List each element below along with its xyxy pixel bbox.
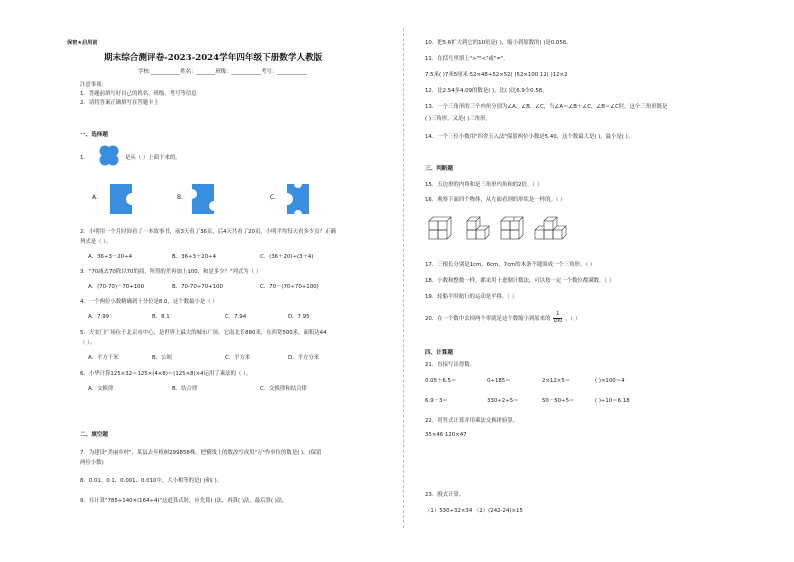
q16-line: 16．观察下面四个物体，从左面看到的形状是一样的。（ ） — [425, 197, 566, 203]
section-judge-title: 三、判断题 — [425, 166, 453, 172]
q6-option-b: B．结合律 — [172, 386, 198, 392]
q22-items: 35×46 120×47 — [425, 432, 467, 438]
q23-line: 23．脱式计算。 — [425, 492, 465, 498]
q5-option-b: B．公顷 — [152, 355, 172, 361]
calc-row-1-col-4: ( )×100＝4 — [595, 378, 625, 384]
q6-option-a: A．交换律 — [88, 386, 114, 392]
section-calc-title: 四、计算题 — [425, 350, 453, 356]
q1-option-c-shape-icon — [287, 184, 309, 214]
notice-title: 注意事项： — [80, 82, 107, 88]
flower-shape-icon — [97, 144, 121, 168]
exam-title: 期末综合测评卷-2023-2024学年四年级下册数学人教版 — [104, 53, 323, 63]
q6-line-1: 6．小华计算125×32＝125×(4×8)＝(125×8)×4运用了乘法的（ ）。 — [80, 371, 252, 377]
q7-line-1: 7．为建设"美丽乡村"，某县去年植树299858株。把横线上的数改写成用"万"作单位的数是( )。(保留 — [80, 450, 322, 456]
q1-option-c: C． — [270, 194, 281, 201]
q4-line-1: 4．一个两位小数精确到十分位是8.0，这个数最小是（ ） — [80, 299, 218, 305]
calc-row-2-col-4: ( )÷10＝6.18 — [595, 398, 630, 404]
q20-text-b: 。（ ） — [565, 315, 581, 322]
q8-line-1: 8．0.01、0.1、0.001、0.010中，大小相等的是( )和( )。 — [80, 478, 223, 484]
q15-line: 15．五边形的内角和是三角形内角和的2倍。（ ） — [425, 182, 543, 188]
q1-option-a-shape-icon — [110, 184, 132, 214]
q22-line: 22．用竖式计算并用乘法交换律验算。 — [425, 418, 519, 424]
q18-line: 18．小数和整数一样，都采用十进制计数法，可以按一定一个数位都满数。（ ） — [425, 278, 615, 284]
q4-option-b: B．8.1 — [152, 314, 170, 320]
section-choice-title: 一、选择题 — [80, 132, 108, 138]
q5-line-2: （ ）。 — [80, 340, 96, 346]
calc-row-2-col-1: 6.9－3＝ — [425, 398, 448, 404]
q11-items: 7.5米( )7米5厘米 52×48+52×52( )52×100 12( )12×2 — [425, 72, 568, 78]
q5-option-c: C．平方米 — [225, 355, 251, 361]
q1-text: 是从（ ）上面下来的。 — [125, 155, 181, 161]
q2-line-2: 列式是（ ）。 — [80, 239, 112, 245]
q21-line: 21．直接写出得数。 — [425, 362, 475, 368]
calc-row-2-col-2: 330÷2÷5＝ — [487, 398, 519, 404]
q20-numerator: 1 — [553, 312, 562, 319]
q1-option-b-shape-icon — [192, 184, 214, 214]
secret-label: 保密★启用前 — [67, 40, 98, 46]
q9-line-1: 9．在计算"785+140×(164÷4)"这道算式时，应先算( )法，再算( )法，最后算( )法。 — [80, 498, 288, 504]
q1-number: 1． — [80, 155, 89, 161]
q20-text-a: 20．在一个数中去掉两个零就是这个数缩小到原来的 — [425, 315, 551, 322]
q4-option-d: D．7.95 — [288, 314, 310, 320]
calc-row-1-col-3: 2×12×5＝ — [542, 378, 571, 384]
calc-row-1-col-1: 0.05＋6.5＝ — [425, 378, 457, 384]
q7-line-2: 两位小数) — [80, 460, 104, 466]
q20-fraction — [553, 312, 562, 325]
q20-denominator: 100 — [553, 318, 563, 324]
q5-option-a: A．平方千米 — [88, 355, 119, 361]
q13-line-1: 13．一个三角形的三个内角分别为∠A、∠B、∠C，当∠A＝∠B＋∠C，∠B＝∠C时，这个三角形既是 — [425, 104, 668, 110]
calc-row-1-col-2: 0÷185＝ — [487, 378, 511, 384]
q3-option-b: B．70-70÷70+100 — [172, 284, 223, 290]
q14-line: 14．一个三位小数用"四舍五入法"保留两位小数是5.40，这个数最大是( )，最小是( )。 — [425, 134, 634, 140]
q3-option-a: A．(70-70)－70+100 — [88, 284, 145, 290]
q11-line: 11．在括号里填上">""<"或"="。 — [425, 56, 509, 62]
q6-option-c: C．交换律和结合律 — [260, 386, 307, 392]
q4-option-c: C．7.94 — [225, 314, 247, 320]
q13-line-2: ( )三角形，又是( )三角形。 — [425, 116, 491, 122]
q1-option-a: A． — [92, 194, 103, 201]
q2-option-c: C．(36＋20)÷(3＋4) — [260, 254, 314, 260]
q4-option-a: A．7.99 — [88, 314, 110, 320]
q17-line: 17．三根长分别是1cm、6cm、7cm的木条不能围成一个三角形。（ ） — [425, 262, 596, 268]
q3-option-c: C．70－(70÷70+100) — [260, 284, 319, 290]
q5-option-d: D．平方分米 — [288, 355, 320, 361]
q12-line: 12．比2.54多4.09的数是( )，比( )比6.9少0.58。 — [425, 88, 548, 94]
q20-line — [425, 312, 580, 325]
notice-item-1: 1．答题前填写好自己的姓名、班级、考号等信息 — [80, 91, 197, 97]
notice-item-2: 2．请将答案正确填写在答题卡上 — [80, 100, 159, 106]
q19-line: 19．轮船平时航行的运动是平移。（ ） — [425, 294, 518, 300]
calc-row-2-col-3: 50－50÷5＝ — [542, 398, 575, 404]
q10-line: 10．把5.6扩大到它的10倍是( )，缩小到原数的( )是0.056。 — [425, 40, 572, 46]
q2-line-1: 2．小明用一个月时间看了一本故事书，前3天看了36页，后4天共看了20页，小明平均每天看多少页？正确 — [80, 229, 336, 235]
section-fill-title: 二、填空题 — [80, 432, 108, 438]
q23-items: （1）530÷32×34 （2）(242-24)×15 — [425, 508, 523, 514]
q2-option-b: B．36÷3＋20÷4 — [172, 254, 217, 260]
q5-line-1: 5．天安门广场位于北京市中心，是世界上最大的城市广场。它南北长880米，东西宽500米，面积达44 — [80, 330, 327, 336]
cube-figures-icon — [427, 209, 577, 243]
column-divider — [403, 28, 404, 528]
q2-option-a: A．36÷3－20÷4 — [88, 254, 133, 260]
student-info-line: 学校:___________姓名：_______班级：___________考号：___________ — [138, 69, 307, 75]
q3-line-1: 3．"70减去70除以70的商，所得的差再加上100，和是多少？"列式为（ ） — [80, 269, 262, 275]
q1-option-b: B． — [177, 194, 188, 201]
